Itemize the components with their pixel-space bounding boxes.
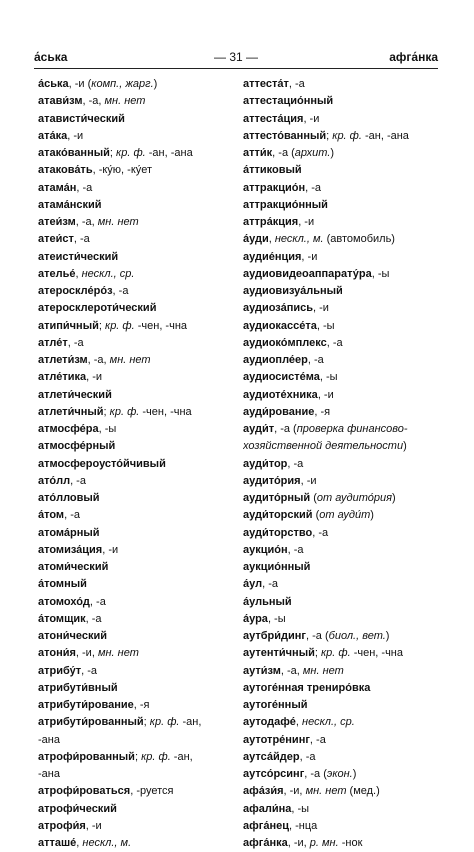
entry-label: от аудито́рия [316,492,392,504]
entry-grammar: , -и [317,388,334,401]
dictionary-entry [243,300,443,317]
dictionary-entry [38,93,233,110]
entry-tail: -ан, -ана [145,147,193,159]
entry-grammar: , -а, [82,95,105,108]
headword: атрибути́рованный [38,716,144,729]
entry-label: проверка финансово- [296,423,408,435]
dictionary-entry [38,128,233,145]
headword: атлети́ческий [38,388,112,401]
dictionary-entry [38,387,233,404]
headword: аудиоза́пись [243,302,314,315]
headword: атмосфероусто́йчивый [38,457,166,470]
dictionary-entry [38,421,233,438]
headword: атрибути́вный [38,681,118,694]
headword: ателье́ [38,267,76,280]
headword: атеи́зм [38,216,76,228]
headword: аутбри́динг [243,630,307,642]
entry-grammar: , [75,267,82,280]
entry-grammar: , -и, [75,647,98,660]
dictionary-entry [243,231,443,248]
headword: ата́ка [38,129,68,142]
entry-grammar: , -а [81,664,98,677]
headword: ато́лловый [38,492,100,504]
entry-tail: (автомобиль) [323,233,395,246]
entry-label: кр. ф. [105,319,135,332]
entry-grammar: , -а, [280,664,303,677]
headword: атле́т [38,336,68,349]
entry-grammar: , -а [112,285,129,297]
right-guide-word: афга́нка [389,50,438,64]
dictionary-entry [38,663,233,680]
dictionary-entry [38,801,233,818]
entry-grammar: , -и ( [68,78,92,90]
dictionary-entry [243,421,443,438]
entry-grammar: ; [103,405,110,418]
dictionary-entry [38,162,233,179]
entry-grammar: , -а [67,336,84,349]
dictionary-entry [243,594,443,611]
header-rule [34,68,438,69]
headword: аттеста́т [243,78,289,90]
headword: а́томный [38,578,87,591]
entry-tail: ) [330,147,335,159]
headword: аукцио́н [243,543,288,556]
headword: атакова́ть [38,164,93,177]
dictionary-entry [243,180,443,197]
entry-grammar: ; [326,129,333,142]
entry-grammar: ( [312,509,320,522]
entry-grammar: , -а [262,578,278,591]
entry-grammar: , -и [313,302,329,315]
dictionary-entry [38,352,233,369]
headword: атрофи́ческий [38,802,117,815]
entry-grammar: , [76,837,83,849]
headword: аттракцио́н [243,181,306,194]
entry-grammar: , [268,233,275,246]
dictionary-entry [243,490,443,507]
entry-grammar: -ана [38,768,60,780]
dictionary-entry [38,214,233,231]
headword: аттракцио́нный [243,198,328,211]
headword: аутотре́нинг [243,733,310,746]
entry-label: кр. ф. [109,405,140,418]
headword: ато́лл [38,474,71,487]
headword: аттестацио́нный [243,95,334,108]
entry-grammar: , -и [303,112,320,125]
headword: а́ська [38,78,69,90]
dictionary-entry [38,300,233,317]
dictionary-entry [38,576,233,593]
headword: атрофи́я [38,819,86,832]
headword: атрофи́роваться [38,785,131,798]
dictionary-entry [38,783,233,800]
dictionary-entry [38,697,233,714]
headword: атрофи́рованный [38,750,135,763]
dictionary-entry [243,645,443,662]
headword: атлети́чный [38,405,104,418]
entry-label: р. мн. [309,837,339,849]
dictionary-entry [38,490,233,507]
dictionary-entry [243,576,443,593]
dictionary-entry [38,749,233,766]
dictionary-entry [38,680,233,697]
entry-label: мн. нет [97,647,139,660]
dictionary-entry [243,335,443,352]
entry-tail: ) [403,440,407,453]
headword: аудиокассе́та [243,319,317,332]
entry-label: мн. нет [305,785,347,798]
headword: атмосфе́ра [38,423,99,435]
headword: а́ульный [243,595,292,608]
entry-tail: -нок [338,837,363,849]
headword: атомохо́д [38,595,90,608]
entry-grammar: ; [98,319,105,332]
entry-tail: -ан, [179,716,202,729]
entry-label: биол., вет. [328,630,386,642]
dictionary-entry [243,783,443,800]
entry-tail: (мед.) [346,785,380,798]
headword: аудиоко́мплекс [243,336,327,349]
entry-grammar: , -а [312,526,329,539]
dictionary-entry [243,283,443,300]
headword: аттесто́ванный [243,129,327,142]
entry-tail: ) [370,509,374,522]
headword: аутодафе́ [243,716,296,729]
dictionary-entry [243,559,443,576]
headword: а́ура [243,612,268,625]
entry-grammar: , -а [85,612,102,625]
dictionary-entry [38,559,233,576]
dictionary-entry [38,145,233,162]
dictionary-entry [38,249,233,266]
headword: афали́на [243,802,292,815]
dictionary-entry [38,318,233,335]
entry-label: мн. нет [302,664,344,677]
headword: атама́н [38,181,77,194]
headword: атташе́ [38,837,77,849]
entry-grammar: , -и [300,474,317,487]
entry-tail: -ан, [170,750,193,763]
dictionary-entry [243,542,443,559]
headword: ауди́т [243,423,275,435]
dictionary-entry [243,456,443,473]
dictionary-entry [243,507,443,524]
entry-grammar: , -я [133,699,150,711]
headword: аутсо́рсинг [243,768,305,780]
entry-grammar: , -и [85,819,102,832]
entry-label: от ауди́т [319,509,371,522]
headword: атероскле́ро́з [38,285,113,297]
dictionary-entry [38,266,233,283]
entry-tail: ) [385,630,390,642]
entry-grammar: , -и, [287,837,310,849]
headword: ауди́торский [243,509,313,522]
headword: аудиопле́ер [243,354,308,366]
entry-label: архит. [294,147,331,159]
entry-grammar: , -и [298,216,315,228]
entry-grammar: , -а ( [272,147,295,159]
dictionary-entry [243,162,443,179]
headword: аутоге́нный [243,699,308,711]
entry-tail: -чен, -чна [134,319,188,332]
entry-grammar: , -руется [130,785,174,798]
entry-tail: ) [352,768,357,780]
headword: афга́нка [243,837,288,849]
headword: атмосфе́рный [38,440,116,453]
entry-grammar: , -а [326,336,343,349]
entry-grammar: , -а [287,457,304,470]
headword: атако́ванный [38,147,110,159]
dictionary-entry [38,611,233,628]
dictionary-entry [38,525,233,542]
entry-grammar: ( [310,492,317,504]
headword: атти́к [243,147,273,159]
dictionary-entry [38,283,233,300]
dictionary-entry [243,663,443,680]
entry-grammar: , -а, [75,216,98,228]
headword: а́том [38,509,65,522]
entry-grammar: ; [314,647,321,660]
dictionary-entry [243,749,443,766]
headword: ауди́рование [243,405,315,418]
headword: атони́я [38,647,76,660]
headword: аудито́рный [243,492,311,504]
dictionary-entry [38,197,233,214]
headword: афа́зи́я [243,785,284,798]
entry-label: кр. ф. [332,129,362,142]
headword: аутоге́нная трениро́вка [243,681,371,694]
headword: атеросклероти́ческий [38,302,157,315]
dictionary-entry [243,318,443,335]
entry-grammar: , -ы [371,267,390,280]
entry-label: кр. ф. [141,750,171,763]
dictionary-entry [38,542,233,559]
headword: аудиовидеоаппарату́ра [243,267,372,280]
headword: аудито́рия [243,474,301,487]
headword: ауди́торство [243,526,313,539]
entry-grammar: , -и [102,543,119,556]
entry-grammar: , -а [288,78,305,90]
entry-tail: ) [391,492,396,504]
entry-grammar: , -а [89,595,106,608]
entry-grammar: , -а [307,354,324,366]
entry-label: нескл., м. [82,837,132,849]
entry-grammar: , -а [287,543,304,556]
entry-grammar: ; [109,147,117,159]
dictionary-entry [243,76,443,93]
dictionary-entry [243,266,443,283]
dictionary-entry [243,352,443,369]
dictionary-entry [38,76,233,93]
page-number: — 31 — [213,50,258,64]
entry-label: нескл., м. [274,233,324,246]
dictionary-entry [243,714,443,731]
headword: атоми́ческий [38,561,109,573]
dictionary-entry [38,369,233,386]
headword: аутса́йдер [243,750,300,763]
headword: атама́нский [38,198,102,211]
headword: а́ттиковый [243,164,302,177]
dictionary-entry [38,456,233,473]
entry-label: кр. ф. [116,147,146,159]
dictionary-entry [243,145,443,162]
headword: атрибути́рование [38,699,134,711]
entry-grammar: , -ы [316,319,335,332]
dictionary-entry [243,680,443,697]
entry-grammar: , -ы [98,423,117,435]
entry-label: кр. ф. [320,647,351,660]
headword: атави́зм [38,95,83,108]
entry-tail: -чен, -чна [139,405,192,418]
headword: аукцио́нный [243,561,311,573]
entry-grammar: , -и [67,129,84,142]
entry-grammar: , -а [305,181,322,194]
dictionary-entry [38,594,233,611]
dictionary-entry [38,473,233,490]
dictionary-entry [38,231,233,248]
dictionary-entry [243,197,443,214]
dictionary-entry [38,180,233,197]
entry-grammar: ; [143,716,150,729]
entry-tail: -ан, -ана [361,129,409,142]
entry-label: комп., жарг. [91,78,154,90]
entry-label: нескл., ср. [81,267,135,280]
dictionary-entry [243,404,443,421]
dictionary-entry [38,335,233,352]
headword: аудиосисте́ма [243,371,320,384]
dictionary-entry [38,645,233,662]
entry-grammar: ; [134,750,142,763]
headword: аутенти́чный [243,647,315,660]
entry-grammar: , -а ( [274,423,297,435]
entry-grammar: , -а, [87,354,110,366]
page-header [34,50,438,70]
dictionary-entry [243,214,443,231]
dictionary-entry [243,525,443,542]
dictionary-entry [243,473,443,490]
entry-grammar: , -и [86,371,103,384]
dictionary-entry [38,438,233,455]
headword: аудиовизуа́льный [243,285,343,297]
dictionary-entry [38,628,233,645]
dictionary-entry [38,111,233,128]
dictionary-entry [243,249,443,266]
entry-label: нескл., ср. [302,716,355,729]
entry-label: мн. нет [104,95,146,108]
dictionary-entry [38,835,233,852]
dictionary-entry [243,628,443,645]
entry-grammar: -ана [38,733,60,746]
dictionary-entry [243,801,443,818]
headword: атлети́зм [38,354,88,366]
headword: атипи́чный [38,319,99,332]
headword: атома́рный [38,526,100,539]
headword: аудиоте́хника [243,388,318,401]
entry-grammar: , -ы [291,802,310,815]
entry-grammar: , -и [301,250,318,263]
dictionary-entry [243,818,443,835]
dictionary-entry [38,507,233,524]
entry-continuation [243,438,443,455]
headword: атле́тика [38,371,87,384]
dictionary-entry [243,128,443,145]
entry-grammar: , -я [314,405,331,418]
entry-grammar: , -и, [283,785,306,798]
entry-grammar: , -а [73,233,90,246]
entry-label: кр. ф. [149,716,180,729]
left-column [38,76,233,852]
entry-grammar: , -а [309,733,326,746]
dictionary-entry [243,611,443,628]
headword: атеи́ст [38,233,74,246]
dictionary-entry [243,835,443,852]
entry-label: мн. нет [97,216,139,228]
entry-grammar: , -а [64,509,80,522]
entry-continuation [38,766,233,783]
entry-label: хозяйственной деятельности [243,440,404,453]
headword: атависти́ческий [38,112,125,125]
entry-grammar: , -ку́ю, -ку́ет [92,164,153,177]
right-column [243,76,443,852]
dictionary-entry [243,766,443,783]
entry-continuation [38,732,233,749]
headword: атрибу́т [38,664,82,677]
entry-grammar: , -а ( [306,630,329,642]
entry-grammar: , -а [70,474,86,487]
dictionary-entry [243,387,443,404]
entry-label: экон. [326,768,353,780]
headword: аути́зм [243,664,281,677]
headword: атомиза́ция [38,543,103,556]
entry-grammar: , [295,716,303,729]
headword: афга́нец [243,819,289,832]
headword: атони́ческий [38,630,107,642]
headword: а́томщик [38,612,86,625]
entry-label: мн. нет [109,354,151,366]
dictionary-entry [243,93,443,110]
entry-tail: ) [153,78,158,90]
dictionary-entry [243,697,443,714]
entry-grammar: , -ы [319,371,338,384]
entry-tail: -чен, -чна [350,647,403,660]
entry-grammar: , -а [76,181,93,194]
entry-grammar: , -нца [288,819,318,832]
headword: аудие́нция [243,250,302,263]
dictionary-entry [243,111,443,128]
entry-grammar: , -ы [267,612,286,625]
dictionary-entry [243,732,443,749]
headword: атеисти́ческий [38,250,119,263]
headword: а́ул [243,578,263,591]
left-guide-word: а́ська [34,50,68,64]
headword: аттеста́ция [243,112,304,125]
headword: аттра́кция [243,216,299,228]
headword: а́уди [243,233,269,246]
dictionary-entry [38,714,233,731]
headword: ауди́тор [243,457,288,470]
entry-grammar: , -а ( [304,768,327,780]
dictionary-entry [38,404,233,421]
dictionary-entry [243,369,443,386]
entry-grammar: , -а [299,750,316,763]
dictionary-entry [38,818,233,835]
